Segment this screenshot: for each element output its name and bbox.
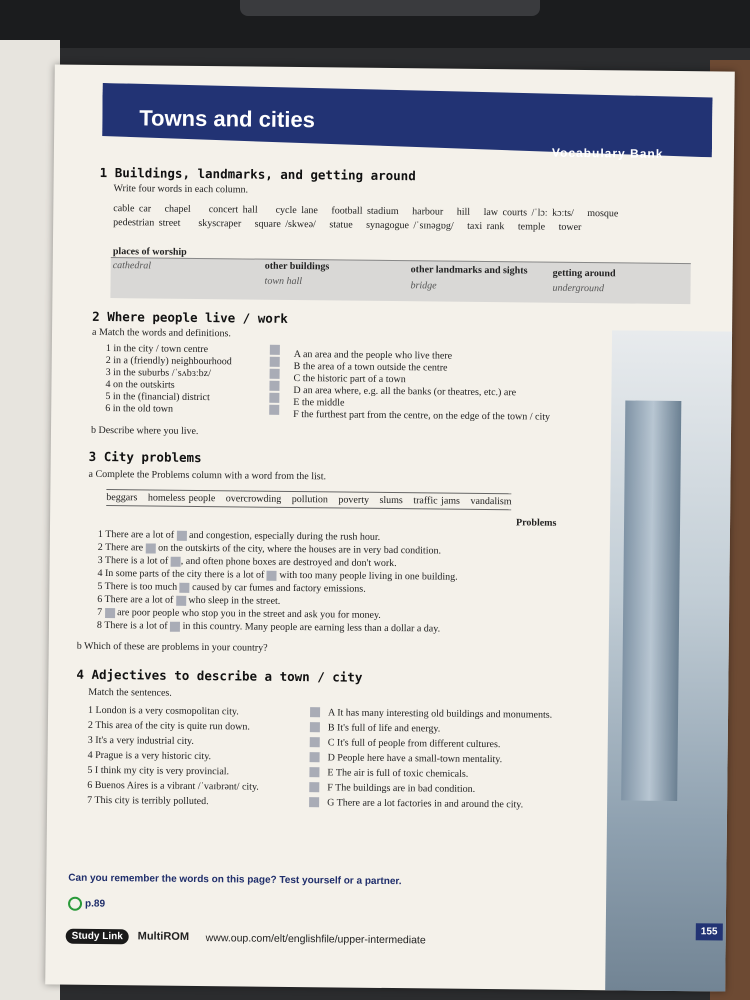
s2-heading: 2 Where people live / work — [92, 308, 288, 326]
study-link-badge: Study Link — [66, 929, 129, 945]
answer-box[interactable] — [309, 767, 319, 777]
s4-def: D People here have a small-town mentality. — [327, 752, 503, 766]
answer-box[interactable] — [310, 752, 320, 762]
s4-item: 4 Prague is a very historic city. — [87, 749, 212, 763]
s2-item: 1 in the city / town centre — [105, 343, 209, 356]
answer-box[interactable] — [146, 543, 156, 553]
s2-instruction-b: b Describe where you live. — [90, 424, 199, 437]
answer-box[interactable] — [310, 707, 320, 717]
s4-item: 5 I think my city is very provincial. — [87, 764, 230, 778]
answer-box[interactable] — [176, 595, 186, 605]
answer-box[interactable] — [177, 530, 187, 540]
page-title: Towns and cities — [139, 105, 316, 133]
answer-box[interactable] — [269, 381, 279, 391]
s1-instruction: Write four words in each column. — [113, 183, 249, 196]
website-url[interactable]: www.oup.com/elt/englishfile/upper-intermediate — [205, 932, 426, 947]
skyscraper-photo — [621, 400, 681, 801]
s2-item: 6 in the old town — [105, 403, 174, 415]
textbook-page — [45, 64, 735, 991]
col-head-worship: places of worship — [112, 246, 187, 258]
col-head-getting-around: getting around — [552, 267, 616, 280]
s4-def: F The buildings are in bad condition. — [327, 782, 476, 795]
s2-def: A an area and the people who live there — [293, 348, 453, 362]
s3-sentence: 8 There is a lot of in this country. Many people are earning less than a dollar a day. — [96, 619, 441, 635]
s2-item: 3 in the suburbs /ˈsʌbɜːbz/ — [105, 367, 211, 380]
s4-instruction: Match the sentences. — [88, 686, 172, 699]
answer-box[interactable] — [267, 570, 277, 580]
s2-item: 4 on the outskirts — [105, 379, 175, 391]
col-head-buildings: other buildings — [264, 260, 330, 273]
s4-def: A It has many interesting old buildings and monuments. — [328, 707, 553, 721]
s4-item: 3 It's a very industrial city. — [87, 734, 194, 747]
remember-prompt: Can you remember the words on this page? Test yourself or a partner. — [68, 872, 402, 888]
s3-sentence: 4 In some parts of the city there is a lot of with too many people living in one building. — [97, 567, 458, 583]
laptop-edge — [240, 0, 540, 16]
col-example-worship: cathedral — [112, 260, 152, 272]
s1-wordlist-row1: cable car chapel concert hall cycle lane football stadium harbour hill law courts /ˈlɔː kɔːts/ mosque — [113, 203, 619, 220]
answer-box[interactable] — [309, 797, 319, 807]
s3-sentence: 1 There are a lot of and congestion, especially during the rush hour. — [97, 528, 381, 543]
s3-sentence: 2 There are on the outskirts of the city, where the houses are in very bad condition. — [97, 541, 442, 557]
s3-instruction-a: a Complete the Problems column with a word from the list. — [88, 468, 327, 483]
answer-box[interactable] — [105, 608, 115, 618]
col-head-landmarks: other landmarks and sights — [410, 264, 528, 277]
multirom-label: MultiROM — [137, 930, 190, 943]
answer-box[interactable] — [270, 357, 280, 367]
arrow-circle-icon — [68, 897, 82, 911]
s4-answer-boxes[interactable] — [309, 707, 320, 812]
page-number: 155 — [696, 923, 723, 940]
answer-box[interactable] — [171, 556, 181, 566]
s3-sentence: 6 There are a lot of who sleep in the street. — [97, 593, 281, 607]
s2-def: D an area where, e.g. all the banks (or theatres, etc.) are — [293, 384, 517, 399]
s2-def: C the historic part of a town — [293, 372, 406, 386]
answer-box[interactable] — [269, 405, 279, 415]
answer-box[interactable] — [180, 583, 190, 593]
s2-item: 5 in the (financial) district — [105, 391, 210, 404]
s4-item: 1 London is a very cosmopolitan city. — [88, 704, 239, 718]
s4-def: B It's full of life and energy. — [327, 722, 441, 735]
page-reference[interactable]: p.89 — [68, 897, 105, 911]
section-label: Vocabulary Bank — [551, 145, 664, 161]
s3-heading: 3 City problems — [88, 448, 202, 466]
s4-def: C It's full of people from different cultures. — [327, 737, 501, 751]
s3-sentence: 3 There is a lot of , and often phone boxes are destroyed and don't work. — [97, 554, 397, 570]
problems-column-head: Problems — [516, 517, 557, 529]
col-example-buildings: town hall — [264, 275, 303, 288]
col-example-getting-around: underground — [552, 282, 605, 295]
s4-item: 2 This area of the city is quite run down. — [87, 719, 250, 733]
answer-box[interactable] — [309, 782, 319, 792]
s4-heading: 4 Adjectives to describe a town / city — [76, 666, 363, 685]
s3-instruction-b: b Which of these are problems in your country? — [76, 640, 268, 654]
s1-heading: 1 Buildings, landmarks, and getting around — [99, 164, 416, 184]
answer-box[interactable] — [270, 369, 280, 379]
answer-box[interactable] — [310, 722, 320, 732]
col-example-landmarks: bridge — [410, 280, 437, 292]
s1-wordlist-row2: pedestrian street skyscraper square /skweə/ statue synagogue /ˈsɪnəgɒg/ taxi rank temple tower — [113, 217, 582, 233]
s2-def: E the middle — [293, 396, 345, 409]
s4-item: 7 This city is terribly polluted. — [87, 794, 209, 808]
s2-def: F the furthest part from the centre, on the edge of the town / city — [293, 408, 551, 423]
s4-def: G There are a lot factories in and around the city. — [327, 797, 524, 811]
answer-box[interactable] — [269, 393, 279, 403]
s3-sentence: 7 are poor people who stop you in the street and ask you for money. — [97, 606, 381, 621]
answer-box[interactable] — [310, 737, 320, 747]
answer-box[interactable] — [170, 621, 180, 631]
s4-def: E The air is full of toxic chemicals. — [327, 767, 469, 780]
s2-answer-boxes[interactable] — [269, 345, 280, 417]
vocab-table — [110, 257, 690, 304]
s2-item: 2 in a (friendly) neighbourhood — [105, 355, 232, 368]
s3-wordlist: beggars homeless people overcrowding pollution poverty slums traffic jams vandalism — [106, 489, 511, 510]
s2-instruction-a: a Match the words and definitions. — [91, 326, 231, 340]
s4-item: 6 Buenos Aires is a vibrant /ˈvaɪbrənt/ city. — [87, 779, 259, 793]
answer-box[interactable] — [270, 345, 280, 355]
s2-def: B the area of a town outside the centre — [293, 360, 448, 374]
s3-sentence: 5 There is too much caused by car fumes and factory emissions. — [97, 580, 366, 595]
